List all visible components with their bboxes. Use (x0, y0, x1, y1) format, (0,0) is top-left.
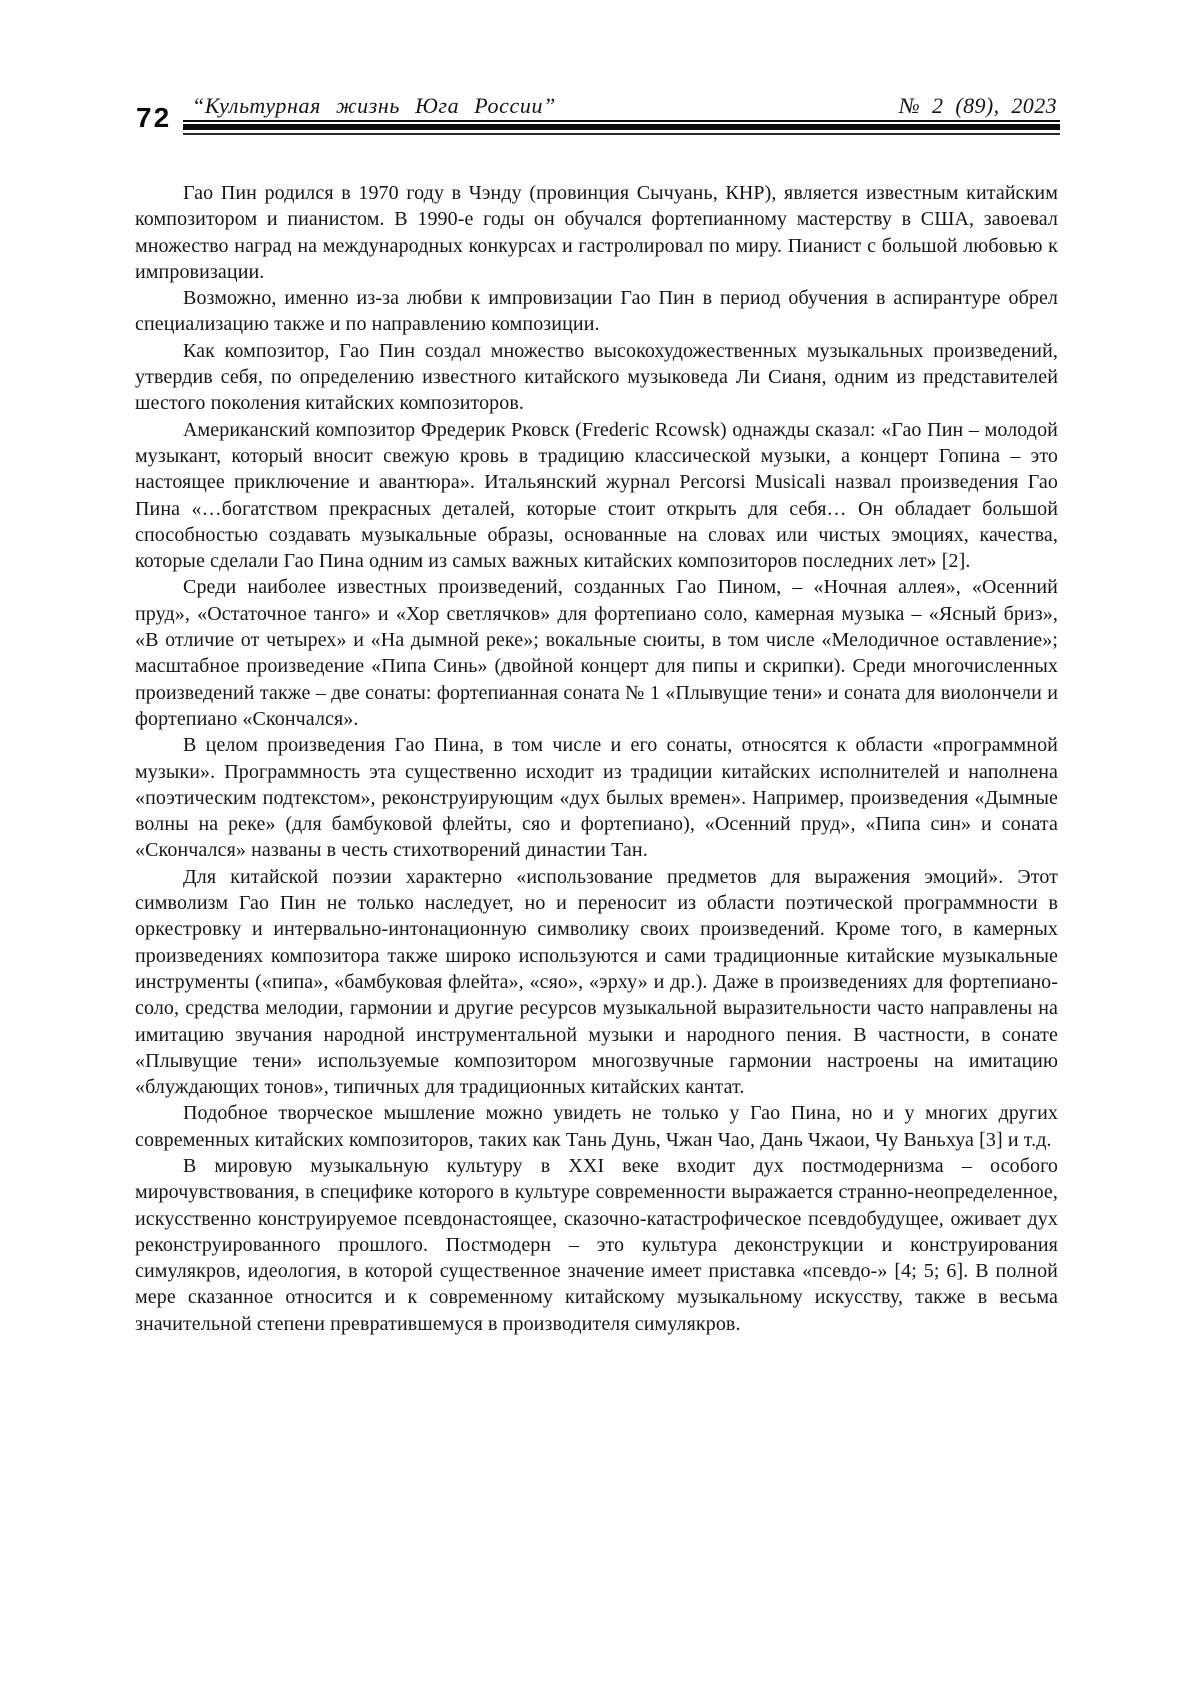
paragraph: В целом произведения Гао Пина, в том числе и его сонаты, относятся к области «программной музыки». Программность эта существенно исходит из традиции китайских исполнителей и наполнена «поэтическим подтекстом», реконструирующим «дух былых времен». Например, произведения «Дымные волны на реке» (для бамбуковой флейты, сяо и фортепиано), «Осенний пруд», «Пипа син» и соната «Скончался» названы в честь стихотворений династии Тан. (135, 734, 1058, 862)
rule-thin-top-line (183, 120, 1060, 122)
header-rule (183, 120, 1060, 135)
paragraph: Как композитор, Гао Пин создал множество высокохудожественных музыкальных произведений, утвердив себя, по определению известного китайского музыковеда Ли Сианя, одним из представителей шестого поколения китайских композиторов. (135, 339, 1058, 415)
rule-thick-line (183, 124, 1060, 130)
paragraph: Гао Пин родился в 1970 году в Чэнду (провинция Сычуань, КНР), является известным китайским композитором и пианистом. В 1990-е годы он обучался фортепианному мастерству в США, завоевал множество наград на международных конкурсах и гастролировал по миру. Пианист с большой любовью к импровизации. (135, 182, 1058, 283)
paragraph: Для китайской поэзии характерно «использование предметов для выражения эмоций». Этот символизм Гао Пин не только наследует, но и переносит из области поэтической программности в оркестровку и интервально-интонационную символику своих произведений. Кроме того, в камерных произведениях композитора также широко используются и сами традиционные китайские музыкальные инструменты («пипа», «бамбуковая флейта», «сяо», «эрху» и др.). Даже в произведениях для фортепиано-соло, средства мелодии, гармонии и другие ресурсов музыкальной выразительности часто направлены на имитацию звучания народной инструментальной музыки и народного пения. В частности, в сонате «Плывущие тени» используемые композитором многозвучные гармонии настроены на имитацию «блуждающих тонов», типичных для традиционных китайских кантат. (135, 865, 1058, 1099)
journal-title: “Культурная жизнь Юга России” (192, 93, 556, 118)
paragraph: Американский композитор Фредерик Рковск (Frederic Rcowsk) однажды сказал: «Гао Пин – молодой музыкант, который вносит свежую кровь в традицию классической музыки, а концерт Гопина – это настоящее приключение и авантюра». Итальянский журнал Percorsi Musicali назвал произведения Гао Пина «…богатством прекрасных деталей, которые стоит открыть для себя… Он обладает большой способностью создавать музыкальные образы, основанные на словах или чистых эмоциях, качества, которые сделали Гао Пина одним из самых важных китайских композиторов последних лет» [2]. (135, 418, 1058, 573)
paragraph: В мировую музыкальную культуру в XXI веке входит дух постмодернизма – особого мирочувствования, в специфике которого в культуре современности выражается странно-неопределенное, искусственно конструируемое псевдонастоящее, сказочно-катастрофическое псевдобудущее, оживает дух реконструированного прошлого. Постмодерн – это культура деконструкции и конструирования симулякров, идеология, в которой существенное значение имеет приставка «псевдо-» [4; 5; 6]. В полной мере сказанное относится и к современному китайскому музыкальному искусству, также в весьма значительной степени превратившемуся в производителя симулякров. (135, 1154, 1058, 1335)
paragraph: Среди наиболее известных произведений, созданных Гао Пином, – «Ночная аллея», «Осенний пруд», «Остаточное танго» и «Хор светлячков» для фортепиано соло, камерная музыка – «Ясный бриз», «В отличие от четырех» и «На дымной реке»; вокальные сюиты, в том числе «Мелодичное оставление»; масштабное произведение «Пипа Синь» (двойной концерт для пипы и скрипки). Среди многочисленных произведений также – две сонаты: фортепианная соната № 1 «Плывущие тени» и соната для виолончели и фортепиано «Скончался». (135, 576, 1058, 730)
article-body (135, 180, 1058, 1337)
paragraph: Возможно, именно из-за любви к импровизации Гао Пин в период обучения в аспирантуре обрел специализацию также и по направлению композиции. (135, 287, 1058, 336)
paragraph: Подобное творческое мышление можно увидеть не только у Гао Пина, но и у многих других современных китайских композиторов, таких как Тань Дунь, Чжан Чао, Дань Чжаои, Чу Ваньхуа [3] и т.д. (135, 1102, 1058, 1151)
page-number: 72 (136, 102, 172, 133)
issue-info: № 2 (89), 2023 (899, 93, 1057, 118)
rule-thin-bottom-line (183, 133, 1060, 135)
